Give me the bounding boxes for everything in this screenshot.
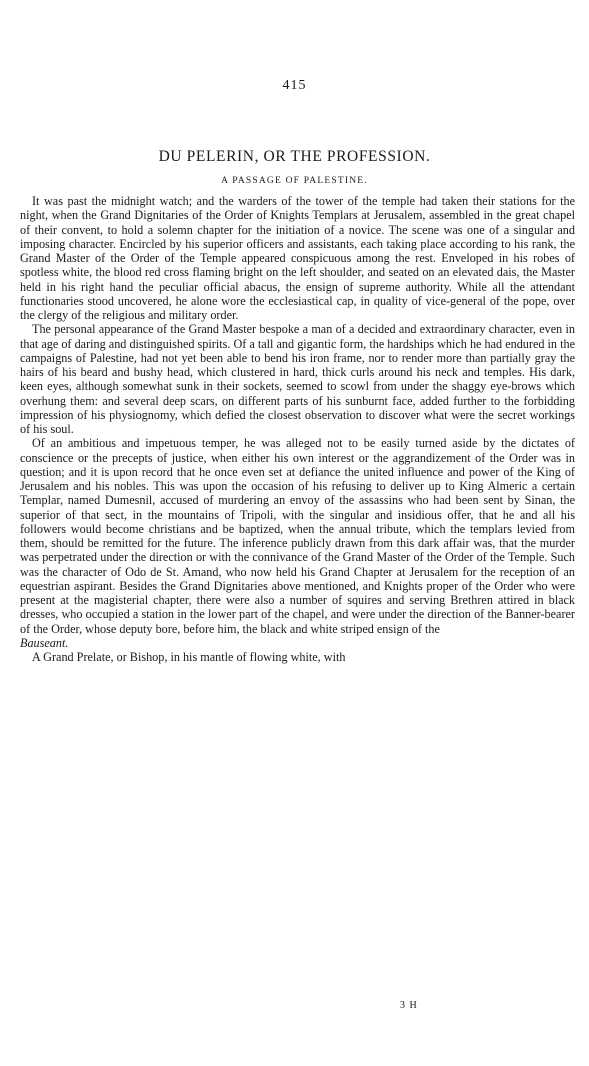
paragraph-4: A Grand Prelate, or Bishop, in his mantle of flowing white, with: [32, 650, 346, 664]
chapter-title: DU PELERIN, OR THE PROFESSION.: [158, 148, 431, 165]
body-text: [20, 194, 575, 664]
paragraph-3-text: Of an ambitious and impetuous temper, he was alleged not to be easily turned aside by the dictates of conscience or the precepts of justice, when either his own interest or the aggrandizement of the Order was in question; and it is upon record that he once even set at defiance the united influence and power of the King of Jerusalem and his nobles. This was upon the occasion of his refusing to deliver up to King Almeric a certain Templar, named Dumesnil, accused of murdering an envoy of the assassins who had been sent by Sinan, the superior of that sect, in the mountains of Tripoli, with the singular and insidious offer, that he and all his followers would become christians and be baptized, when the annual tribute, which the templars levied from them, should be remitted for the future. The inference publicly drawn from this dark affair was, that the murder was perpetrated under the direction or with the connivance of the Grand Master of the Order of the Temple. Such was the character of Odo de St. Amand, who now held his Grand Chapter at Jerusalem for the reception of an equestrian aspirant. Besides the Grand Dignitaries above mentioned, and Knights proper of the Order who were present at the magisterial chapter, there were also a number of squires and serving Brethren attired in black dresses, who occupied a station in the lower part of the chapel, and were under the direction of the Banner-bearer of the Order, whose deputy bore, before him, the black and white striped ensign of the: [20, 436, 575, 636]
page-number: 415: [282, 78, 307, 93]
chapter-subtitle: A PASSAGE OF PALESTINE.: [221, 176, 368, 186]
bauseant-word: Bauseant.: [20, 635, 69, 650]
signature-mark: 3 H: [400, 1000, 418, 1011]
paragraph-3: [20, 436, 575, 650]
paragraph-1: It was past the midnight watch; and the warders of the tower of the temple had taken their stations for the night, when the Grand Dignitaries of the Order of Knights Templars at Jerusalem, assembled in the great chapel of their convent, to hold a solemn chapter for the initiation of a novice. The scene was one of a singular and imposing character. Encircled by his superior officers and assistants, each taking place according to his rank, the Grand Master of the Order of the Temple appeared conspicuous among the rest. Enveloped in his robes of spotless white, the blood red cross flaming bright on the left shoulder, and seated on an elevated dais, the Master held in his right hand the peculiar official abacus, the ensign of supreme authority. While all the attendant functionaries stood uncovered, he alone wore the ecclesiastical cap, in quality of vice-general of the pope, over the clergy of the religious and military order.: [20, 194, 575, 322]
paragraph-2: The personal appearance of the Grand Master bespoke a man of a decided and extraordinary character, even in that age of daring and distinguished spirits. Of a tall and gigantic form, the hardships which he had endured in the campaigns of Palestine, had not yet been able to bend his iron frame, nor to render more than partially gray the hairs of his beard and bushy head, which clustered in hard, thick curls around his neck and temples. His dark, keen eyes, although somewhat sunk in their sockets, seemed to scowl from under the shaggy eye-brows which overhung them: and several deep scars, on different parts of his sunburnt face, added further to the forbidding impression of his physiognomy, which defied the closest observation to discover what were the secret workings of his soul.: [20, 322, 575, 436]
